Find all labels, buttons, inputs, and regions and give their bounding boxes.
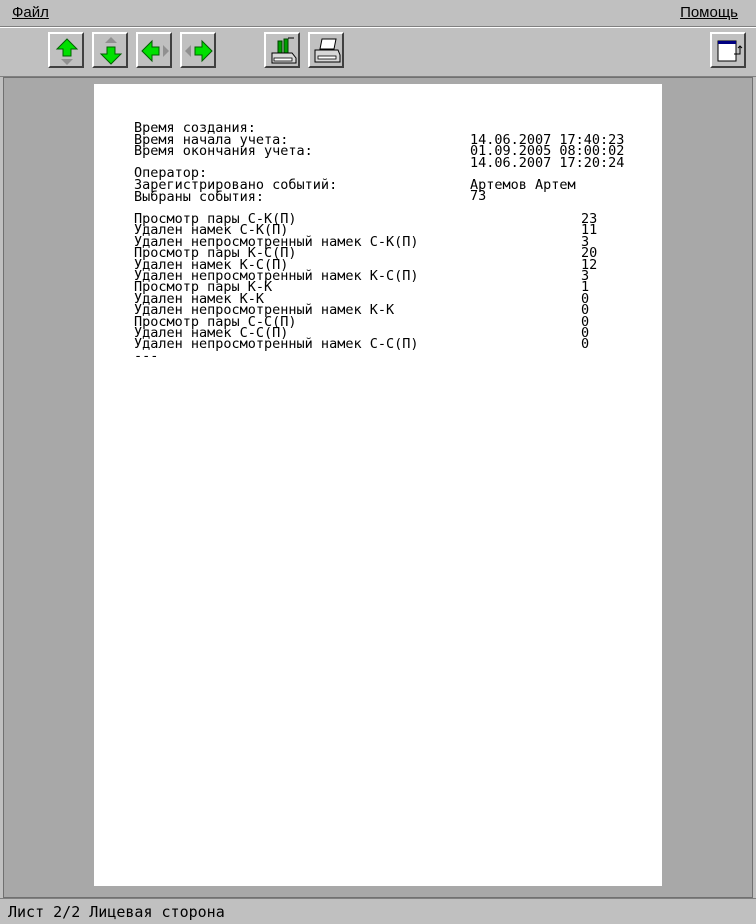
window-button[interactable]	[710, 32, 746, 68]
event-label: Удален намек С-К(П)	[134, 222, 289, 239]
arrow-right-icon	[184, 36, 214, 66]
registered-value: 73	[470, 188, 487, 205]
page-down-button[interactable]	[92, 32, 128, 68]
event-label: Удален непросмотренный намек С-С(П)	[134, 336, 419, 353]
operator-value: Артемов Артем	[470, 176, 576, 193]
end-marker-row	[94, 347, 662, 364]
event-count: 1	[581, 279, 590, 296]
menu-bar	[0, 0, 756, 27]
arrow-left-icon	[140, 36, 170, 66]
printer-icon	[312, 36, 342, 66]
printer-export-icon	[268, 36, 298, 66]
event-count: 0	[581, 325, 590, 341]
event-label: Удален намек С-С(П)	[134, 325, 289, 341]
header-value: 14.06.2007 17:20:24	[470, 154, 625, 171]
event-count: 3	[581, 233, 590, 250]
header-value: 01.09.2005 08:00:02	[470, 143, 625, 160]
arrow-up-icon	[52, 36, 82, 66]
event-count: 23	[581, 211, 598, 227]
event-label: Просмотр пары К-К	[134, 279, 273, 296]
menu-file[interactable]: Файл	[12, 4, 49, 21]
prev-page-button[interactable]	[136, 32, 172, 68]
event-count: 20	[581, 245, 598, 262]
next-page-button[interactable]	[180, 32, 216, 68]
registered-label: Зарегистрировано событий:	[134, 176, 338, 193]
event-label: Просмотр пары К-С(П)	[134, 245, 297, 262]
header-label: Время начала учета:	[134, 131, 289, 148]
arrow-down-icon	[96, 36, 126, 66]
report-page	[94, 84, 662, 886]
event-label: Удален непросмотренный намек К-С(П)	[134, 268, 419, 284]
event-count: 11	[581, 222, 598, 239]
event-label: Удален непросмотренный намек К-К	[134, 302, 395, 319]
event-count: 0	[581, 336, 590, 353]
header-value: 14.06.2007 17:40:23	[470, 131, 625, 148]
page-up-button[interactable]	[48, 32, 84, 68]
status-text: Лист 2/2 Лицевая сторона	[8, 903, 225, 921]
print-button[interactable]	[308, 32, 344, 68]
event-count: 0	[581, 313, 590, 330]
event-count: 0	[581, 302, 590, 319]
status-bar	[0, 898, 756, 924]
events-list	[94, 211, 662, 385]
event-count: 0	[581, 290, 590, 307]
event-label: Удален непросмотренный намек С-К(П)	[134, 233, 419, 250]
event-label: Удален намек К-С(П)	[134, 256, 289, 273]
header-label: Время создания:	[134, 120, 256, 137]
window-restore-icon	[714, 36, 744, 66]
list-item	[94, 336, 662, 353]
selected-events-title: Выбраны события:	[134, 189, 265, 205]
menu-help[interactable]: Помощь	[680, 4, 738, 21]
event-count: 3	[581, 268, 590, 284]
operator-label: Оператор:	[134, 165, 208, 182]
event-label: Просмотр пары С-К(П)	[134, 211, 297, 227]
header-label: Время окончания учета:	[134, 143, 313, 160]
event-label: Удален намек К-К	[134, 290, 265, 307]
end-marker: ---	[134, 347, 159, 364]
toolbar	[0, 27, 756, 77]
export-button[interactable]	[264, 32, 300, 68]
event-count: 12	[581, 256, 598, 273]
event-label: Просмотр пары С-С(П)	[134, 313, 297, 330]
